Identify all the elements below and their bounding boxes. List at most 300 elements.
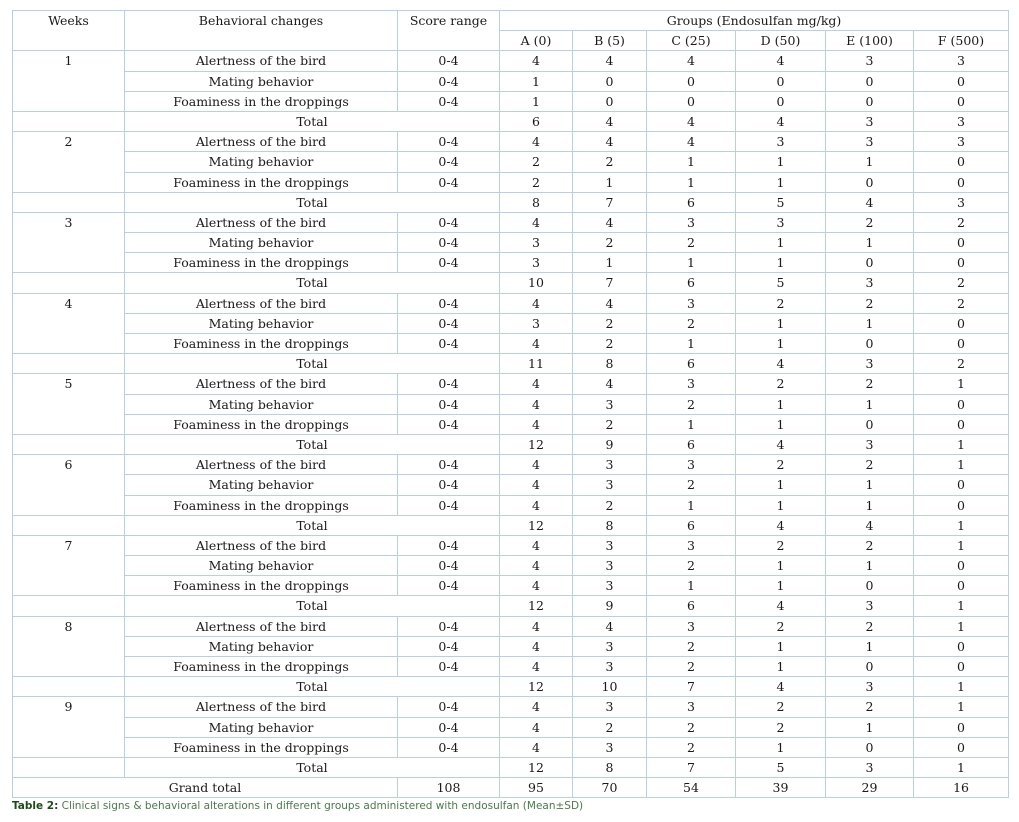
value-cell: 1 <box>736 152 826 172</box>
value-cell: 0 <box>914 717 1009 737</box>
value-cell: 12 <box>500 757 573 777</box>
behavior-cell: Foaminess in the droppings <box>125 172 398 192</box>
table-row <box>13 152 1009 172</box>
week-cell: 2 <box>13 132 125 193</box>
score-range-cell: 0-4 <box>398 91 500 111</box>
table-row <box>13 515 1009 535</box>
grand-total-label: Grand total <box>13 778 398 798</box>
value-cell: 4 <box>647 51 736 71</box>
table-row <box>13 616 1009 636</box>
value-cell: 1 <box>736 172 826 192</box>
behavior-cell: Foaminess in the droppings <box>125 334 398 354</box>
table-container <box>12 10 1008 812</box>
value-cell: 5 <box>736 273 826 293</box>
header-groups: Groups (Endosulfan mg/kg) <box>500 11 1009 31</box>
behavior-cell: Mating behavior <box>125 313 398 333</box>
value-cell: 1 <box>736 394 826 414</box>
value-cell: 1 <box>826 717 914 737</box>
header-score-range: Score range <box>398 11 500 51</box>
caption-text: Clinical signs & behavioral alterations in different groups administered with endosulfan (Mean±SD) <box>58 800 584 813</box>
behavior-cell: Mating behavior <box>125 152 398 172</box>
grand-total-range: 108 <box>398 778 500 798</box>
behavior-cell: Foaminess in the droppings <box>125 253 398 273</box>
value-cell: 3 <box>736 212 826 232</box>
header-group-d: D (50) <box>736 31 826 51</box>
value-cell: 1 <box>736 334 826 354</box>
value-cell: 3 <box>914 111 1009 131</box>
behavior-cell: Alertness of the bird <box>125 293 398 313</box>
value-cell: 3 <box>573 657 647 677</box>
value-cell: 4 <box>500 697 573 717</box>
total-label-cell: Total <box>125 757 500 777</box>
value-cell: 2 <box>647 717 736 737</box>
value-cell: 1 <box>647 152 736 172</box>
value-cell: 3 <box>826 677 914 697</box>
behavior-cell: Mating behavior <box>125 394 398 414</box>
value-cell: 1 <box>736 233 826 253</box>
value-cell: 8 <box>500 192 573 212</box>
value-cell: 2 <box>573 717 647 737</box>
value-cell: 3 <box>647 535 736 555</box>
value-cell: 3 <box>500 253 573 273</box>
value-cell: 1 <box>914 535 1009 555</box>
week-spacer-cell <box>13 677 125 697</box>
value-cell: 2 <box>573 334 647 354</box>
value-cell: 4 <box>500 334 573 354</box>
table-body <box>13 51 1009 798</box>
value-cell: 0 <box>736 71 826 91</box>
value-cell: 2 <box>647 233 736 253</box>
value-cell: 12 <box>500 515 573 535</box>
value-cell: 0 <box>914 394 1009 414</box>
value-cell: 10 <box>500 273 573 293</box>
grand-total-value: 95 <box>500 778 573 798</box>
total-label-cell: Total <box>125 596 500 616</box>
value-cell: 1 <box>826 313 914 333</box>
value-cell: 1 <box>736 475 826 495</box>
value-cell: 7 <box>647 677 736 697</box>
value-cell: 3 <box>573 737 647 757</box>
table-row <box>13 455 1009 475</box>
value-cell: 2 <box>826 455 914 475</box>
table-row <box>13 51 1009 71</box>
behavior-cell: Foaminess in the droppings <box>125 576 398 596</box>
table-row <box>13 253 1009 273</box>
value-cell: 1 <box>826 495 914 515</box>
total-label-cell: Total <box>125 434 500 454</box>
value-cell: 6 <box>647 192 736 212</box>
behavior-cell: Alertness of the bird <box>125 455 398 475</box>
value-cell: 1 <box>914 616 1009 636</box>
total-label-cell: Total <box>125 192 500 212</box>
behavior-cell: Alertness of the bird <box>125 535 398 555</box>
value-cell: 2 <box>647 636 736 656</box>
value-cell: 4 <box>500 132 573 152</box>
grand-total-value: 54 <box>647 778 736 798</box>
value-cell: 0 <box>914 636 1009 656</box>
value-cell: 1 <box>736 253 826 273</box>
value-cell: 4 <box>573 616 647 636</box>
header-group-c: C (25) <box>647 31 736 51</box>
value-cell: 0 <box>914 71 1009 91</box>
value-cell: 2 <box>647 556 736 576</box>
value-cell: 2 <box>826 374 914 394</box>
value-cell: 1 <box>647 334 736 354</box>
value-cell: 4 <box>500 212 573 232</box>
value-cell: 1 <box>914 596 1009 616</box>
week-spacer-cell <box>13 596 125 616</box>
behavior-cell: Alertness of the bird <box>125 132 398 152</box>
total-label-cell: Total <box>125 677 500 697</box>
value-cell: 1 <box>736 313 826 333</box>
value-cell: 3 <box>826 273 914 293</box>
value-cell: 4 <box>500 636 573 656</box>
value-cell: 4 <box>573 374 647 394</box>
value-cell: 0 <box>647 91 736 111</box>
header-group-e: E (100) <box>826 31 914 51</box>
score-range-cell: 0-4 <box>398 394 500 414</box>
value-cell: 0 <box>914 91 1009 111</box>
value-cell: 1 <box>736 657 826 677</box>
value-cell: 2 <box>736 535 826 555</box>
value-cell: 2 <box>647 657 736 677</box>
week-spacer-cell <box>13 354 125 374</box>
value-cell: 0 <box>914 737 1009 757</box>
score-range-cell: 0-4 <box>398 657 500 677</box>
score-range-cell: 0-4 <box>398 616 500 636</box>
week-spacer-cell <box>13 192 125 212</box>
value-cell: 3 <box>826 434 914 454</box>
value-cell: 2 <box>500 152 573 172</box>
value-cell: 6 <box>500 111 573 131</box>
value-cell: 2 <box>826 616 914 636</box>
week-cell: 3 <box>13 212 125 273</box>
value-cell: 2 <box>914 212 1009 232</box>
value-cell: 2 <box>736 697 826 717</box>
value-cell: 2 <box>736 455 826 475</box>
week-cell: 7 <box>13 535 125 596</box>
table-row <box>13 374 1009 394</box>
value-cell: 3 <box>826 354 914 374</box>
value-cell: 1 <box>914 677 1009 697</box>
score-range-cell: 0-4 <box>398 152 500 172</box>
score-range-cell: 0-4 <box>398 374 500 394</box>
value-cell: 1 <box>647 172 736 192</box>
value-cell: 3 <box>826 51 914 71</box>
week-spacer-cell <box>13 434 125 454</box>
value-cell: 3 <box>647 697 736 717</box>
value-cell: 3 <box>573 394 647 414</box>
value-cell: 0 <box>826 414 914 434</box>
value-cell: 8 <box>573 354 647 374</box>
behavior-cell: Mating behavior <box>125 556 398 576</box>
value-cell: 6 <box>647 434 736 454</box>
value-cell: 3 <box>914 192 1009 212</box>
caption-label: Table 2: <box>12 800 59 813</box>
score-range-cell: 0-4 <box>398 737 500 757</box>
week-cell: 1 <box>13 51 125 112</box>
value-cell: 0 <box>826 172 914 192</box>
score-range-cell: 0-4 <box>398 172 500 192</box>
value-cell: 0 <box>914 334 1009 354</box>
value-cell: 0 <box>826 576 914 596</box>
value-cell: 2 <box>647 394 736 414</box>
value-cell: 1 <box>500 91 573 111</box>
value-cell: 11 <box>500 354 573 374</box>
value-cell: 2 <box>573 414 647 434</box>
table-row <box>13 596 1009 616</box>
value-cell: 9 <box>573 434 647 454</box>
week-cell: 9 <box>13 697 125 758</box>
value-cell: 3 <box>826 132 914 152</box>
week-cell: 4 <box>13 293 125 354</box>
week-cell: 8 <box>13 616 125 677</box>
value-cell: 3 <box>647 616 736 636</box>
value-cell: 4 <box>500 657 573 677</box>
behavior-cell: Mating behavior <box>125 475 398 495</box>
table-row <box>13 111 1009 131</box>
value-cell: 4 <box>573 51 647 71</box>
value-cell: 2 <box>573 313 647 333</box>
score-range-cell: 0-4 <box>398 535 500 555</box>
score-range-cell: 0-4 <box>398 455 500 475</box>
behavior-cell: Alertness of the bird <box>125 616 398 636</box>
value-cell: 4 <box>736 515 826 535</box>
table-row <box>13 495 1009 515</box>
value-cell: 4 <box>647 111 736 131</box>
value-cell: 5 <box>736 757 826 777</box>
value-cell: 3 <box>573 636 647 656</box>
behavior-cell: Mating behavior <box>125 717 398 737</box>
value-cell: 2 <box>500 172 573 192</box>
value-cell: 0 <box>914 253 1009 273</box>
grand-total-value: 70 <box>573 778 647 798</box>
score-range-cell: 0-4 <box>398 556 500 576</box>
value-cell: 2 <box>647 737 736 757</box>
behavior-cell: Alertness of the bird <box>125 697 398 717</box>
table-row <box>13 273 1009 293</box>
value-cell: 4 <box>826 515 914 535</box>
value-cell: 2 <box>647 313 736 333</box>
value-cell: 4 <box>736 111 826 131</box>
table-row <box>13 636 1009 656</box>
value-cell: 1 <box>736 414 826 434</box>
total-label-cell: Total <box>125 354 500 374</box>
value-cell: 6 <box>647 273 736 293</box>
behavior-cell: Foaminess in the droppings <box>125 91 398 111</box>
value-cell: 0 <box>914 172 1009 192</box>
table-row <box>13 737 1009 757</box>
value-cell: 4 <box>500 495 573 515</box>
grand-total-row <box>13 778 1009 798</box>
value-cell: 1 <box>914 515 1009 535</box>
table-row <box>13 313 1009 333</box>
value-cell: 1 <box>736 737 826 757</box>
score-range-cell: 0-4 <box>398 293 500 313</box>
value-cell: 3 <box>736 132 826 152</box>
table-row <box>13 757 1009 777</box>
table-row <box>13 576 1009 596</box>
value-cell: 0 <box>736 91 826 111</box>
value-cell: 0 <box>573 91 647 111</box>
table-row <box>13 697 1009 717</box>
value-cell: 2 <box>736 293 826 313</box>
header-behavioral-changes: Behavioral changes <box>125 11 398 51</box>
value-cell: 1 <box>826 233 914 253</box>
value-cell: 2 <box>736 717 826 737</box>
value-cell: 0 <box>826 334 914 354</box>
value-cell: 1 <box>736 576 826 596</box>
value-cell: 6 <box>647 596 736 616</box>
week-cell: 5 <box>13 374 125 435</box>
value-cell: 12 <box>500 677 573 697</box>
value-cell: 4 <box>736 677 826 697</box>
value-cell: 1 <box>647 253 736 273</box>
value-cell: 10 <box>573 677 647 697</box>
value-cell: 9 <box>573 596 647 616</box>
value-cell: 1 <box>914 434 1009 454</box>
score-range-cell: 0-4 <box>398 132 500 152</box>
value-cell: 4 <box>500 51 573 71</box>
table-row <box>13 475 1009 495</box>
value-cell: 1 <box>826 394 914 414</box>
value-cell: 4 <box>500 394 573 414</box>
value-cell: 0 <box>914 152 1009 172</box>
score-range-cell: 0-4 <box>398 636 500 656</box>
score-range-cell: 0-4 <box>398 717 500 737</box>
table-row <box>13 293 1009 313</box>
value-cell: 3 <box>573 697 647 717</box>
value-cell: 2 <box>914 293 1009 313</box>
value-cell: 1 <box>647 414 736 434</box>
value-cell: 3 <box>647 293 736 313</box>
value-cell: 0 <box>914 495 1009 515</box>
table-header <box>13 11 1009 51</box>
value-cell: 4 <box>573 293 647 313</box>
score-range-cell: 0-4 <box>398 414 500 434</box>
value-cell: 2 <box>573 152 647 172</box>
table-row <box>13 132 1009 152</box>
table-row <box>13 233 1009 253</box>
value-cell: 5 <box>736 192 826 212</box>
value-cell: 0 <box>914 313 1009 333</box>
table-caption <box>12 800 1008 812</box>
value-cell: 4 <box>500 414 573 434</box>
value-cell: 12 <box>500 596 573 616</box>
behavior-cell: Mating behavior <box>125 71 398 91</box>
week-spacer-cell <box>13 515 125 535</box>
value-cell: 2 <box>736 616 826 636</box>
value-cell: 1 <box>826 475 914 495</box>
value-cell: 3 <box>573 475 647 495</box>
value-cell: 1 <box>647 495 736 515</box>
value-cell: 3 <box>573 556 647 576</box>
value-cell: 1 <box>736 636 826 656</box>
table-row <box>13 677 1009 697</box>
week-cell: 6 <box>13 455 125 516</box>
table-row <box>13 394 1009 414</box>
value-cell: 2 <box>826 293 914 313</box>
grand-total-value: 29 <box>826 778 914 798</box>
value-cell: 0 <box>914 414 1009 434</box>
value-cell: 8 <box>573 757 647 777</box>
value-cell: 3 <box>573 455 647 475</box>
value-cell: 4 <box>573 111 647 131</box>
value-cell: 2 <box>573 495 647 515</box>
table-row <box>13 434 1009 454</box>
value-cell: 1 <box>647 576 736 596</box>
value-cell: 3 <box>914 51 1009 71</box>
value-cell: 2 <box>914 354 1009 374</box>
value-cell: 4 <box>736 434 826 454</box>
value-cell: 1 <box>736 556 826 576</box>
table-row <box>13 657 1009 677</box>
value-cell: 3 <box>826 757 914 777</box>
header-group-b: B (5) <box>573 31 647 51</box>
value-cell: 4 <box>736 596 826 616</box>
table-row <box>13 71 1009 91</box>
table-row <box>13 192 1009 212</box>
value-cell: 6 <box>647 354 736 374</box>
header-group-f: F (500) <box>914 31 1009 51</box>
score-range-cell: 0-4 <box>398 334 500 354</box>
score-range-cell: 0-4 <box>398 233 500 253</box>
value-cell: 0 <box>826 737 914 757</box>
total-label-cell: Total <box>125 515 500 535</box>
behavior-cell: Mating behavior <box>125 233 398 253</box>
value-cell: 0 <box>573 71 647 91</box>
score-range-cell: 0-4 <box>398 475 500 495</box>
value-cell: 1 <box>914 757 1009 777</box>
value-cell: 7 <box>573 192 647 212</box>
table-row <box>13 172 1009 192</box>
value-cell: 4 <box>826 192 914 212</box>
grand-total-value: 39 <box>736 778 826 798</box>
value-cell: 4 <box>573 212 647 232</box>
table-row <box>13 717 1009 737</box>
behavior-table <box>12 10 1009 798</box>
table-row <box>13 556 1009 576</box>
table-row <box>13 212 1009 232</box>
value-cell: 4 <box>500 576 573 596</box>
value-cell: 8 <box>573 515 647 535</box>
value-cell: 3 <box>647 212 736 232</box>
value-cell: 0 <box>914 233 1009 253</box>
value-cell: 2 <box>647 475 736 495</box>
value-cell: 4 <box>500 535 573 555</box>
value-cell: 4 <box>573 132 647 152</box>
value-cell: 3 <box>573 576 647 596</box>
value-cell: 12 <box>500 434 573 454</box>
value-cell: 4 <box>736 354 826 374</box>
value-cell: 3 <box>647 455 736 475</box>
behavior-cell: Alertness of the bird <box>125 212 398 232</box>
table-row <box>13 334 1009 354</box>
value-cell: 4 <box>500 717 573 737</box>
value-cell: 0 <box>826 253 914 273</box>
behavior-cell: Alertness of the bird <box>125 51 398 71</box>
value-cell: 4 <box>500 374 573 394</box>
table-row <box>13 91 1009 111</box>
value-cell: 3 <box>826 111 914 131</box>
total-label-cell: Total <box>125 273 500 293</box>
value-cell: 4 <box>500 616 573 636</box>
score-range-cell: 0-4 <box>398 697 500 717</box>
value-cell: 3 <box>826 596 914 616</box>
value-cell: 1 <box>914 697 1009 717</box>
value-cell: 4 <box>500 556 573 576</box>
value-cell: 2 <box>914 273 1009 293</box>
